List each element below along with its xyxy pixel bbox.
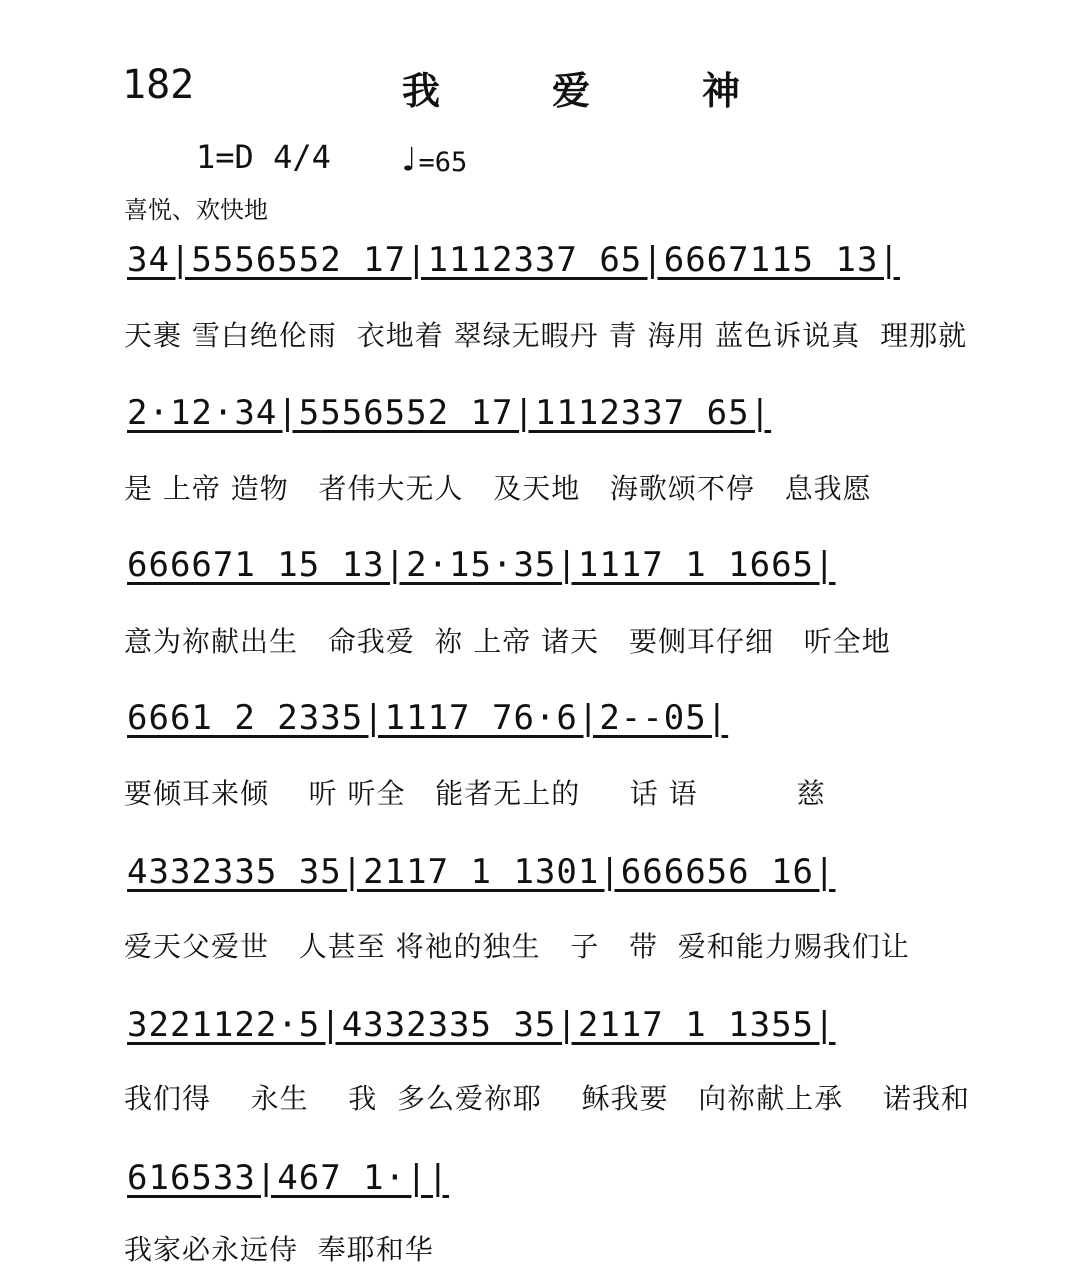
notation-line-4: 6661 2 2335|1117 76·6|2--05| (127, 698, 729, 738)
notation-line-1: 34|5556552 17|1112337 65|6667115 13| (127, 240, 900, 280)
expression-marking: 喜悦、欢快地 (124, 196, 268, 224)
hymn-number: 182 (122, 62, 195, 108)
lyric-line-6: 我们得 永生 我 多么爱祢耶 稣我要 向祢献上承 诺我和 (124, 1082, 970, 1115)
lyric-line-2: 是 上帝 造物 者伟大无人 及天地 海歌颂不停 息我愿 (124, 472, 872, 505)
notation-line-5: 4332335 35|2117 1 1301|666656 16| (127, 852, 836, 892)
key-signature: 1=D 4/4 (196, 138, 331, 176)
lyric-line-7: 我家必永远侍 奉耶和华 (124, 1233, 434, 1266)
notation-line-3: 666671 15 13|2·15·35|1117 1 1665| (127, 545, 836, 585)
lyric-line-1: 天裹 雪白绝伦雨 衣地着 翠绿无暇丹 青 海用 蓝色诉说真 理那就 (124, 319, 968, 352)
notation-line-2: 2·12·34|5556552 17|1112337 65| (127, 393, 772, 433)
lyric-line-5: 爱天父爱世 人甚至 将祂的独生 子 带 爱和能力赐我们让 (124, 930, 910, 963)
notation-line-7: 616533|467 1·|| (127, 1158, 450, 1198)
lyric-line-3: 意为祢献出生 命我爱 祢 上帝 诸天 要侧耳仔细 听全地 (124, 625, 891, 658)
tempo-marking (398, 140, 467, 180)
quarter-note-icon: ♩ (398, 140, 419, 180)
tempo-value: =65 (418, 147, 468, 178)
hymn-title: 我爱神 (402, 69, 853, 113)
lyric-line-4: 要倾耳来倾 听 听全 能者无上的 话 语 慈 (124, 777, 826, 810)
notation-line-6: 3221122·5|4332335 35|2117 1 1355| (127, 1005, 836, 1045)
